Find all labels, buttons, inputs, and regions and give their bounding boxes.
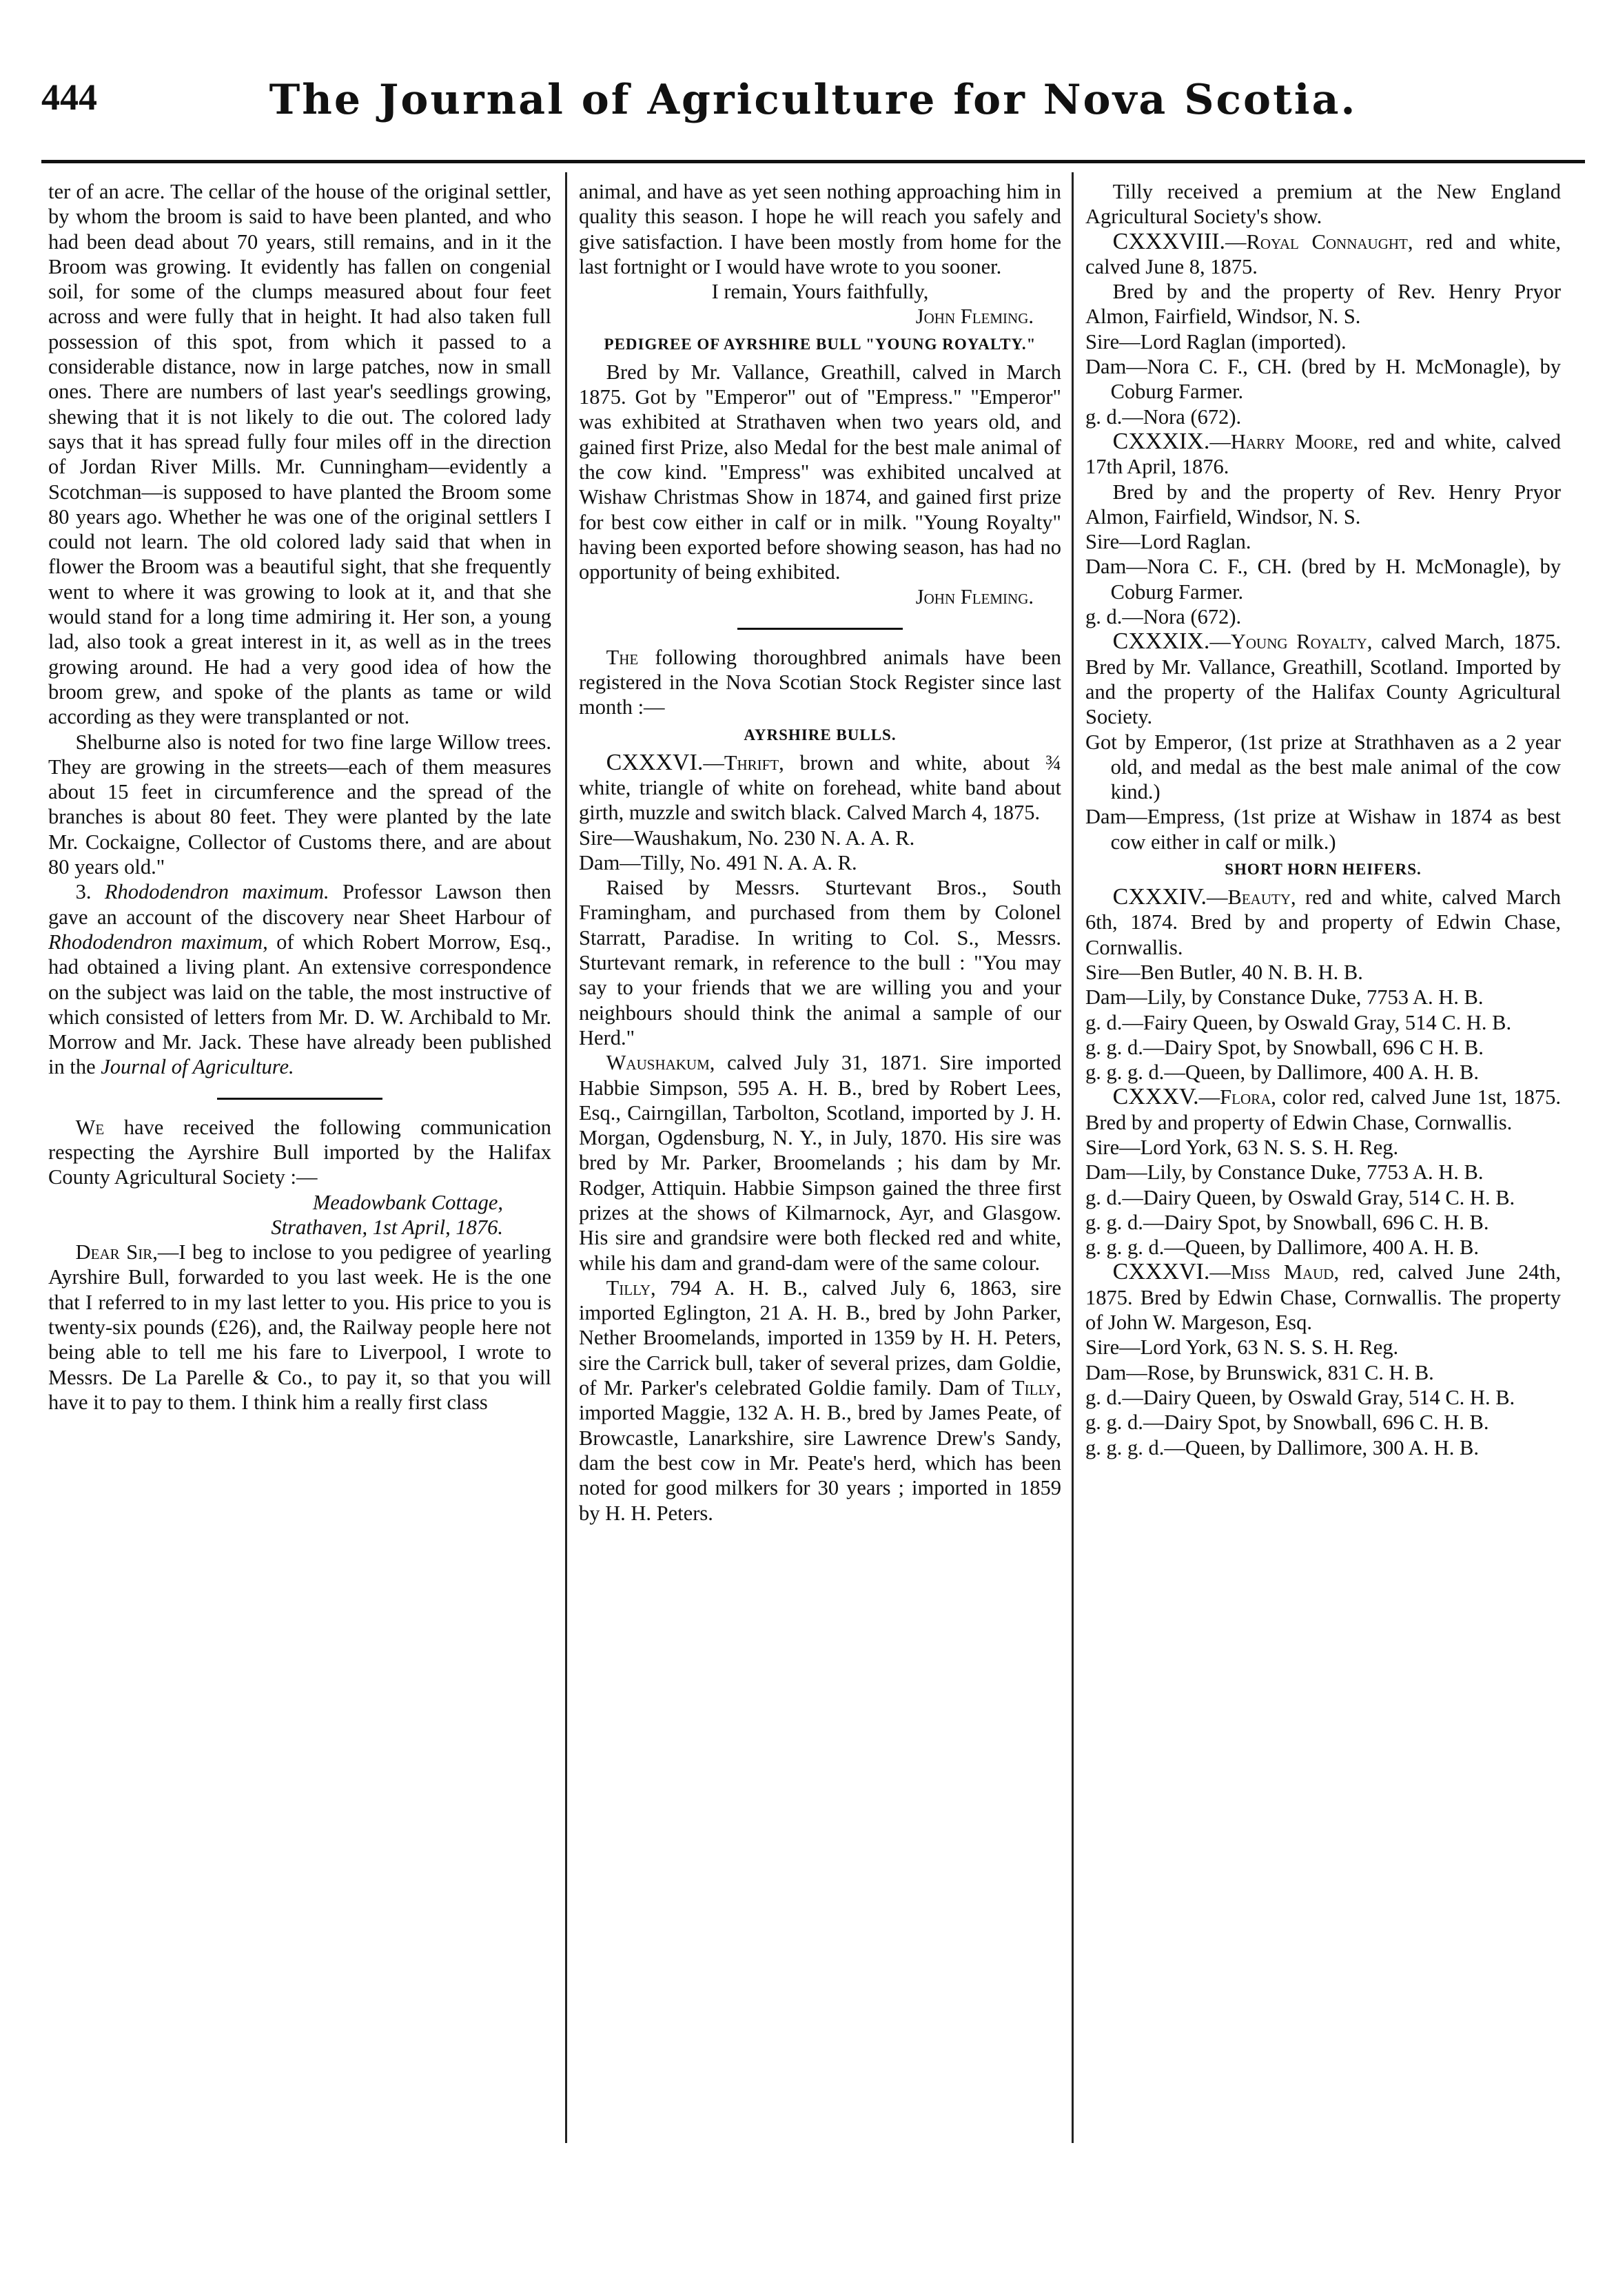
- entry-great-great-granddam: g. g. g. d.—Queen, by Dallimore, 400 A. H. B.: [1085, 1236, 1479, 1260]
- paragraph-pedigree: Bred by Mr. Vallance, Greathill, calved in March 1875. Got by "Emperor" out of "Empress." "Emperor" was exhibited at Strathaven when two years old, and gained first Prize, also Medal for the best male animal of the cow kind. "Empress" was exhibited uncalved at Wishaw Christmas Show in 1874, and gained first prize for best cow either in calf or in milk. "Young Royalty" having been exported before showing season, has had no opportunity of being exhibited.: [579, 360, 1061, 584]
- entry-sire: Sire—Ben Butler, 40 N. B. H. B.: [1085, 960, 1363, 984]
- entry-got-by: Got by Emperor, (1st prize at Strathhaven as a 2 year old, and medal as the best male animal of the cow kind.): [1085, 730, 1561, 804]
- entry-sire: Sire—Lord Raglan.: [1085, 530, 1251, 554]
- entry-dam: Dam—Tilly, No. 491 N. A. A. R.: [579, 850, 857, 874]
- pedigree-heading: PEDIGREE OF AYRSHIRE BULL "YOUNG ROYALTY.": [604, 335, 1036, 353]
- letter-signature: John Fleming.: [915, 305, 1034, 329]
- animal-name: —Young Royalty,: [1209, 630, 1373, 654]
- entry-sire: Sire—Waushakum, No. 230 N. A. A. R.: [579, 826, 915, 850]
- entry-sire: Sire—Lord York, 63 N. S. S. H. Reg.: [1085, 1335, 1399, 1360]
- letter-address-line-1: Meadowbank Cottage,: [312, 1190, 503, 1214]
- item-number: 3.: [75, 880, 105, 904]
- lead-word: We: [75, 1115, 105, 1139]
- registry-entry-royal-connaught: [1085, 229, 1561, 280]
- entry-dam: Dam—Lily, by Constance Duke, 7753 A. H. B.: [1085, 985, 1484, 1009]
- paragraph-text: have received the following communication respecting the Ayrshire Bull imported by the Halifax County Agricultural Society :—: [48, 1115, 551, 1189]
- header-rule: [41, 160, 1585, 163]
- entry-breeder: Bred by and the property of Rev. Henry Pryor Almon, Fairfield, Windsor, N. S.: [1085, 280, 1561, 329]
- ayrshire-bulls-heading: AYRSHIRE BULLS.: [744, 726, 897, 744]
- animal-name: —Flora,: [1198, 1085, 1276, 1109]
- entry-number: CXXXIX.: [1112, 628, 1210, 655]
- paragraph-willow: Shelburne also is noted for two fine large Willow trees. They are growing in the streets—each of them measures about 15 feet in circumference and the spread of the branches is about 80 feet. They were planted by the late Mr. Cockaigne, Collector of Customs there, and are about 80 years old.": [48, 730, 551, 879]
- paragraph-communication: [48, 1115, 551, 1190]
- entry-dam: Dam—Lily, by Constance Duke, 7753 A. H. B.: [1085, 1160, 1484, 1185]
- entry-number: CXXXVIII.: [1112, 228, 1225, 254]
- registry-entry-thrift: [579, 750, 1061, 826]
- column-3: [1085, 179, 1561, 2150]
- page-number: 444: [41, 76, 97, 118]
- entry-granddam: g. d.—Dairy Queen, by Oswald Gray, 514 C. H. B.: [1085, 1185, 1515, 1209]
- entry-great-granddam: g. g. d.—Dairy Spot, by Snowball, 696 C. H. B.: [1085, 1411, 1489, 1435]
- paragraph-text: —I beg to inclose to you pedigree of yearling Ayrshire Bull, forwarded to you last week. He is the one that I referred to in my last letter to you. His price to you is twenty-six pounds (£26), and, the Railway people here not being able to tell me his fare to Liverpool, I wrote to Messrs. De La Parelle & Co., to pay it, so that you will have it to pay to them. I think him a really first class: [48, 1240, 551, 1414]
- registry-entry-flora: [1085, 1085, 1561, 1135]
- letter-address-line-2: Strathaven, 1st April, 1876.: [271, 1215, 503, 1239]
- paragraph-tilly: [579, 1275, 1061, 1526]
- entry-number: CXXXVI.: [606, 749, 704, 775]
- entry-number: CXXXIX.: [1112, 428, 1210, 454]
- entry-great-granddam: g. g. d.—Dairy Spot, by Snowball, 696 C H. B.: [1085, 1035, 1484, 1059]
- paragraph-registry-intro: [579, 645, 1061, 720]
- paragraph-text: following thoroughbred animals have been registered in the Nova Scotian Stock Register since last month :—: [579, 645, 1061, 719]
- animal-name: —Miss Maud,: [1209, 1260, 1340, 1284]
- paragraph-rhododendron: [48, 879, 551, 1079]
- entry-sire: Sire—Lord Raglan (imported).: [1085, 329, 1347, 353]
- animal-name: —Beauty,: [1206, 885, 1296, 910]
- entry-text: red and white, calved March 6th, 1874. Bred by and property of Edwin Chase, Cornwallis.: [1085, 885, 1561, 959]
- entry-granddam: g. d.—Fairy Queen, by Oswald Gray, 514 C. H. B.: [1085, 1010, 1512, 1034]
- letter-body: [48, 1240, 551, 1415]
- entry-text: calved March, 1875. Bred by Mr. Vallance, Greathill, Scotland. Imported by and the property of the Halifax County Agricultural Society.: [1085, 630, 1561, 729]
- registry-entry-harry-moore: [1085, 429, 1561, 480]
- paragraph-text: Professor Lawson then gave an account of the discovery near Sheet Harbour of: [48, 880, 551, 929]
- entry-granddam: g. d.—Nora (672).: [1085, 605, 1242, 629]
- salutation: Dear Sir,: [75, 1240, 158, 1264]
- short-horn-heifers-heading: SHORT HORN HEIFERS.: [1225, 861, 1422, 879]
- entry-text: brown and white, about ¾ white, triangle of white on forehead, white band about girth, muzzle and switch black. Calved March 4, 1875.: [579, 750, 1061, 825]
- entry-number: CXXXIV.: [1112, 884, 1207, 910]
- entry-text: red, calved June 24th, 1875. Bred by Edwin Chase, Cornwallis. The property of John W. Margeson, Esq.: [1085, 1260, 1561, 1335]
- registry-entry-beauty: [1085, 885, 1561, 960]
- entry-dam: Dam—Rose, by Brunswick, 831 C. H. B.: [1085, 1360, 1434, 1384]
- column-1: [48, 179, 551, 2150]
- entry-great-great-granddam: g. g. g. d.—Queen, by Dallimore, 300 A. H. B.: [1085, 1435, 1479, 1459]
- entry-granddam: g. d.—Dairy Queen, by Oswald Gray, 514 C. H. B.: [1085, 1385, 1515, 1409]
- entry-number: CXXXV.: [1112, 1084, 1199, 1110]
- entry-great-granddam: g. g. d.—Dairy Spot, by Snowball, 696 C. H. B.: [1085, 1210, 1489, 1234]
- letter-closing: I remain, Yours faithfully,: [711, 280, 929, 304]
- paragraph-text: 794 A. H. B., calved July 6, 1863, sire imported Eglington, 21 A. H. B., bred by John Parker, Nether Broomelands, imported in 1359 by H. H. Peters, sire the Carrick bull, taker of several prizes, dam Goldie, of Mr. Parker's celebrated Goldie family. Dam of: [579, 1275, 1061, 1400]
- species-name: Rhododendron maximum,: [48, 930, 268, 954]
- animal-name: —Harry Moore,: [1209, 429, 1358, 453]
- column-2: [579, 179, 1061, 2150]
- entry-dam: Dam—Nora C. F., CH. (bred by H. McMonagle), by Coburg Farmer.: [1085, 555, 1561, 604]
- paragraph-text: of which Robert Morrow, Esq., had obtained a living plant. An extensive correspondence on the subject was laid on the table, the most instructive of which consisted of letters from Mr. D. W. Archibald to Mr. Morrow and Mr. Jack. These have already been published in the: [48, 930, 551, 1079]
- animal-name: —Royal Connaught,: [1225, 229, 1413, 254]
- paragraph-text: calved July 31, 1871. Sire imported Habbie Simpson, 595 A. H. B., bred by Robert Lees, Esq., Cairngillan, Tarbolton, Scotland, imported by J. H. Morgan, Ogdensburg, N. Y., in July, 1870. His sire was bred by Mr. Parker, Broomelands ; his dam by Mr. Rodger, Attiquin. Habbie Simpson gained the three first prizes at the shows of Kilmarnock, Ayr, and Glasgow. His sire and grandsire were both flecked red and white, while his dam and grand-dam were of the same colour.: [579, 1051, 1061, 1275]
- page-header: [41, 76, 1585, 131]
- entry-dam: Dam—Empress, (1st prize at Wishaw in 1874 as best cow either in calf or milk.): [1085, 805, 1561, 854]
- journal-reference: Journal of Agriculture.: [101, 1055, 294, 1079]
- letter-continuation: animal, and have as yet seen nothing approaching him in quality this season. I hope he will reach you safely and give satisfaction. I have been mostly from home for the last fortnight or I would have wrote to you sooner.: [579, 180, 1061, 278]
- lead-word: The: [606, 645, 639, 669]
- species-name: Rhododendron maximum.: [104, 880, 329, 904]
- entry-text: red and white, calved 17th April, 1876.: [1085, 429, 1561, 479]
- animal-name: —Thrift,: [703, 750, 784, 775]
- paragraph-text: imported Maggie, 132 A. H. B., bred by James Peate, of Browcastle, Lanarkshire, sire Lawrence Drew's Sandy, dam the best cow in Mr. Peate's herd, which has been noted for good milkers for 30 years ; imported in 1859 by H. H. Peters.: [579, 1401, 1061, 1525]
- section-rule: [217, 1098, 382, 1100]
- section-rule: [737, 628, 903, 630]
- registry-entry-young-royalty: [1085, 629, 1561, 729]
- pedigree-signature: John Fleming.: [915, 585, 1034, 609]
- column-rule-1: [565, 172, 567, 2143]
- column-rule-2: [1072, 172, 1074, 2143]
- journal-title: The Journal of Agriculture for Nova Scotia.: [269, 76, 1358, 124]
- entry-great-great-granddam: g. g. g. d.—Queen, by Dallimore, 400 A. H. B.: [1085, 1060, 1479, 1085]
- paragraph-tilly-premium: Tilly received a premium at the New England Agricultural Society's show.: [1085, 180, 1561, 229]
- entry-number: CXXXVI.: [1112, 1259, 1210, 1285]
- entry-text: red and white, calved June 8, 1875.: [1085, 229, 1561, 278]
- entry-breeder: Bred by and the property of Rev. Henry Pryor Almon, Fairfield, Windsor, N. S.: [1085, 480, 1561, 529]
- paragraph-broom: ter of an acre. The cellar of the house of the original settler, by whom the broom is said to have been planted, and who had been dead about 70 years, still remains, and in it the Broom was growing. It evidently has fallen on congenial soil, for some of the clumps measured about four feet across and were fully that in height. It had also taken full possession of this spot, from which it passed to a considerable distance, now in large patches, now in small ones. There are numbers of last year's seedlings growing, shewing that it is not likely to die out. The colored lady says that it has spread fully four miles off in the direction of Jordan River Mills. Mr. Cunningham—evidently a Scotchman—is supposed to have planted the Broom some 80 years ago. Whether he was one of the original settlers I could not learn. The old colored lady said that when in flower the Broom was a beautiful sight, that she frequently went to where it was growing to look at it, and that she would stand for a long time admiring it. Her son, a young lad, also took a great interest in it, as well as in the trees growing around. He had a very good idea of how the broom grew, and spoke of the plants as tame or wild according as they were transplanted or not.: [48, 180, 551, 729]
- entry-dam: Dam—Nora C. F., CH. (bred by H. McMonagle), by Coburg Farmer.: [1085, 355, 1561, 404]
- entry-granddam: g. d.—Nora (672).: [1085, 404, 1242, 429]
- animal-name: Tilly,: [1012, 1376, 1061, 1400]
- paragraph-waushakum: [579, 1050, 1061, 1275]
- entry-text: color red, calved June 1st, 1875. Bred by and property of Edwin Chase, Cornwallis.: [1085, 1085, 1561, 1134]
- registry-entry-miss-maud: [1085, 1260, 1561, 1335]
- animal-name: Waushakum,: [606, 1051, 715, 1075]
- paragraph-sturtevant: Raised by Messrs. Sturtevant Bros., South Framingham, and purchased from them by Colonel Starratt, Paradise. In writing to Col. S., Messrs. Sturtevant remark, in reference to the bull : "You may say to your friends that we are willing you and your neighbours should think the animal a sample of our Herd.": [579, 876, 1061, 1049]
- entry-sire: Sire—Lord York, 63 N. S. S. H. Reg.: [1085, 1135, 1399, 1159]
- animal-name: Tilly,: [606, 1275, 656, 1300]
